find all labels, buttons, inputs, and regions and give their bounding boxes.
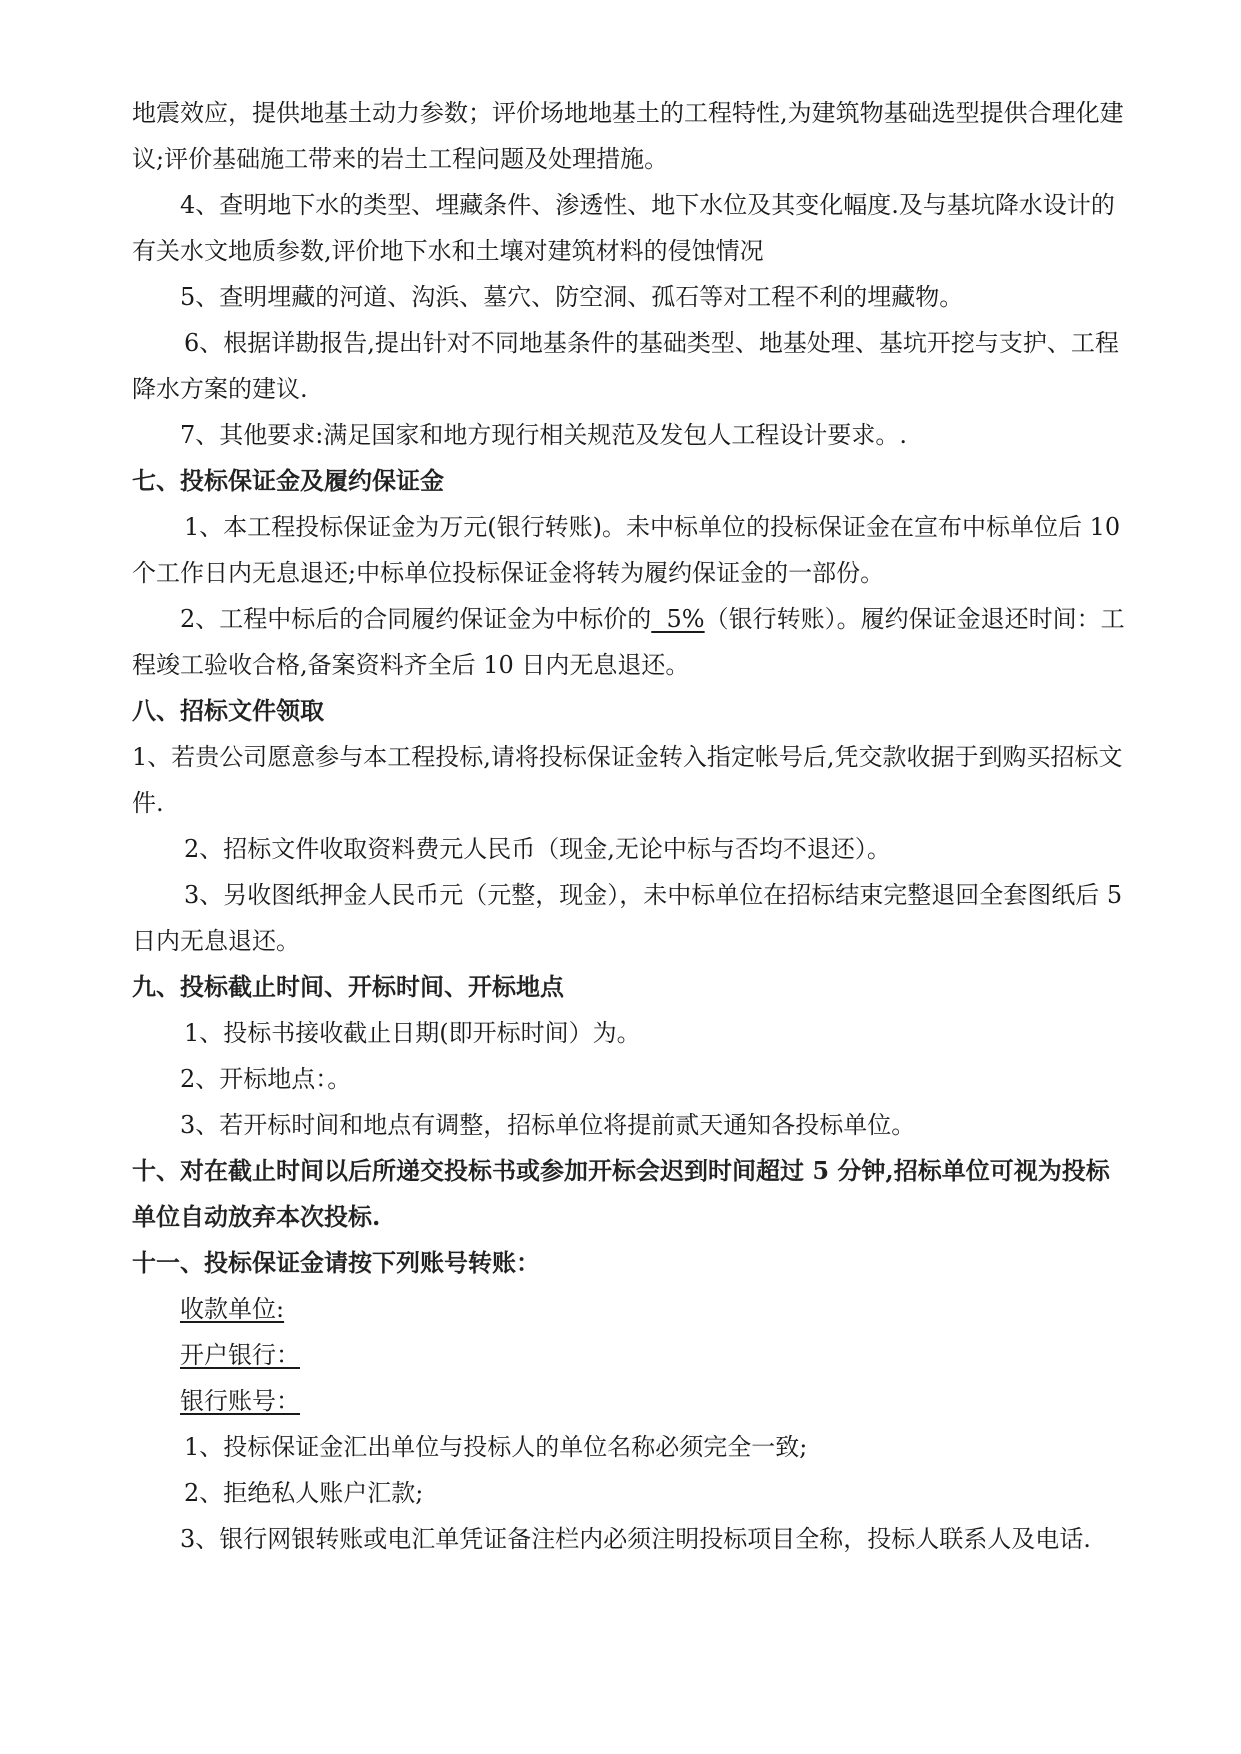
- paragraph-performance-bond: [132, 596, 1132, 688]
- paragraph-adjustment: 3、若开标时间和地点有调整，招标单位将提前贰天通知各投标单位。: [180, 1111, 916, 1139]
- account-payee: [132, 1286, 1132, 1332]
- performance-bond-text-b: （银行转账）。履约保证金退还时间：工程竣工验收合格,备案资料齐全后 10 日内无息退还。: [132, 605, 1125, 679]
- paragraph-item-6: 6、根据详勘报告,提出针对不同地基条件的基础类型、地基处理、基坑开挖与支护、工程降水方案的建议.: [132, 329, 1119, 403]
- account-payee-label: 收款单位:: [180, 1295, 285, 1323]
- paragraph-seismic: 地震效应，提供地基土动力参数；评价场地地基土的工程特性,为建筑物基础选型提供合理化建议;评价基础施工带来的岩土工程问题及处理措施。: [132, 99, 1124, 173]
- section-heading-11: 十一、投标保证金请按下列账号转账：: [132, 1248, 540, 1277]
- paragraph-drawing-deposit: 3、另收图纸押金人民币元（元整，现金），未中标单位在招标结束完整退回全套图纸后 5 日内无息退还。: [132, 881, 1123, 955]
- paragraph-rule-2: 2、拒绝私人账户汇款;: [184, 1479, 424, 1507]
- performance-bond-rate: 5%: [651, 605, 705, 633]
- paragraph-bid-bond: 1、本工程投标保证金为万元(银行转账)。未中标单位的投标保证金在宣布中标单位后 10个工作日内无息退还;中标单位投标保证金将转为履约保证金的一部份。: [132, 513, 1121, 587]
- section-heading-9: 九、投标截止时间、开标时间、开标地点: [132, 972, 564, 1001]
- section-heading-10: 十、对在截止时间以后所递交投标书或参加开标会迟到时间超过 5 分钟,招标单位可视为投标单位自动放弃本次投标.: [132, 1156, 1110, 1231]
- paragraph-doc-fee: 2、招标文件收取资料费元人民币（现金,无论中标与否均不退还）。: [184, 835, 891, 863]
- paragraph-item-5: 5、查明埋藏的河道、沟浜、墓穴、防空洞、孤石等对工程不利的埋藏物。: [180, 283, 964, 311]
- paragraph-doc-purchase: 1、若贵公司愿意参与本工程投标,请将投标保证金转入指定帐号后,凭交款收据于到购买招标文件.: [132, 743, 1123, 817]
- performance-bond-text-a: 2、工程中标后的合同履约保证金为中标价的: [180, 605, 652, 633]
- paragraph-rule-3: 3、银行网银转账或电汇单凭证备注栏内必须注明投标项目全称，投标人联系人及电话.: [180, 1525, 1091, 1553]
- account-number: [132, 1378, 1132, 1424]
- paragraph-deadline: 1、投标书接收截止日期(即开标时间）为。: [184, 1019, 641, 1047]
- paragraph-rule-1: 1、投标保证金汇出单位与投标人的单位名称必须完全一致;: [184, 1433, 808, 1461]
- account-number-label: 银行账号：: [180, 1387, 300, 1415]
- paragraph-item-7: 7、其他要求:满足国家和地方现行相关规范及发包人工程设计要求。.: [180, 421, 907, 449]
- section-heading-7: 七、投标保证金及履约保证金: [132, 466, 444, 495]
- section-heading-8: 八、招标文件领取: [132, 696, 324, 725]
- account-bank-label: 开户银行：: [180, 1341, 300, 1369]
- paragraph-location: 2、开标地点：。: [180, 1065, 352, 1093]
- paragraph-item-4: 4、查明地下水的类型、埋藏条件、渗透性、地下水位及其变化幅度.及与基坑降水设计的有关水文地质参数,评价地下水和土壤对建筑材料的侵蚀情况: [132, 191, 1115, 265]
- account-bank: [132, 1332, 1132, 1378]
